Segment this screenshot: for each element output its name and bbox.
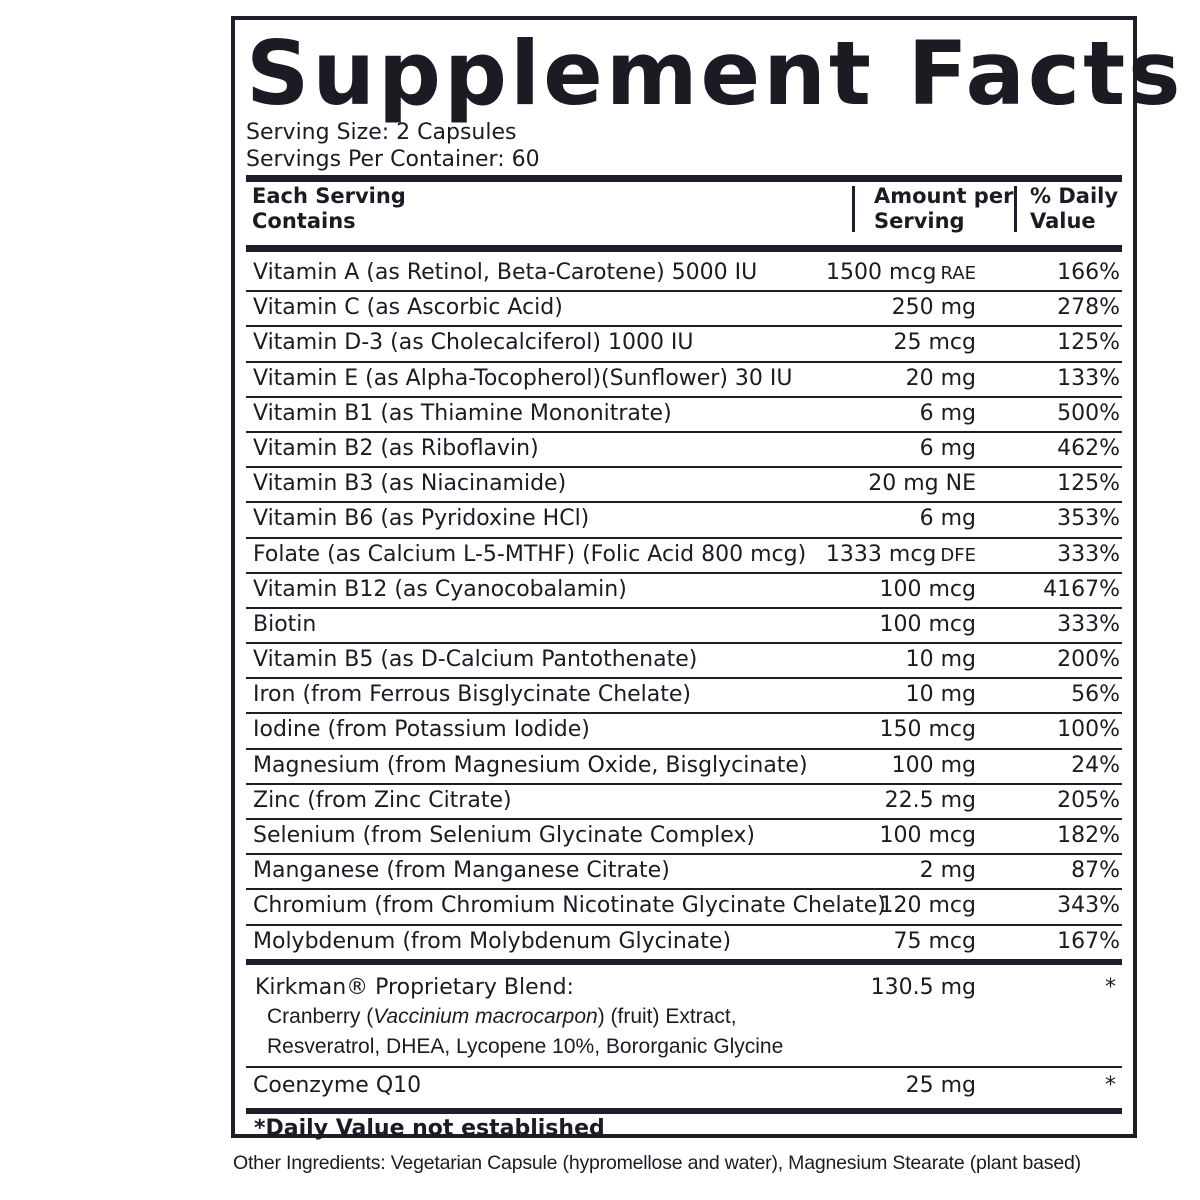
blend-name: Kirkman® Proprietary Blend:: [255, 975, 574, 1000]
header-col1-line2: Contains: [252, 209, 356, 233]
nutrient-dv: 56%: [1071, 682, 1120, 708]
amount-unit: DFE: [940, 544, 976, 566]
coq10-dv: *: [1105, 1073, 1116, 1098]
supplement-facts-panel: [231, 16, 1184, 1141]
nutrient-dv: 4167%: [1043, 576, 1120, 602]
amount-value: 20 mg: [905, 365, 976, 391]
nutrient-name: Vitamin B1 (as Thiamine Mononitrate): [253, 400, 672, 426]
nutrient-amount: [906, 366, 976, 391]
table-row: [246, 820, 1122, 855]
thick-divider-bottom: [246, 1108, 1122, 1114]
amount-unit: RAE: [940, 263, 976, 284]
nutrient-amount: [826, 260, 976, 285]
nutrient-amount: [906, 682, 976, 707]
header-col2-line2: Serving: [874, 209, 965, 233]
amount-value: 120 mcg: [879, 893, 976, 919]
nutrient-amount: [920, 858, 976, 883]
table-row: [246, 292, 1122, 327]
table-row: [246, 644, 1122, 679]
nutrient-dv: 278%: [1057, 295, 1120, 321]
table-row: [246, 327, 1122, 362]
other-ingredients: Other Ingredients: Vegetarian Capsule (hypromellose and water), Magnesium Stearate (plant based): [233, 1152, 1081, 1174]
header-amount-per-serving: [874, 184, 1013, 234]
blend-line1-a: Cranberry (: [267, 1005, 374, 1028]
nutrient-amount: [920, 401, 976, 426]
amount-value: 250 mg: [891, 295, 976, 321]
nutrient-name: Vitamin C (as Ascorbic Acid): [253, 295, 563, 321]
header-col2-line1: Amount per: [874, 184, 1014, 208]
header-each-serving: [252, 184, 406, 234]
coq10-name: Coenzyme Q10: [253, 1073, 422, 1098]
amount-value: 1500 mcg: [826, 260, 937, 285]
amount-value: 100 mcg: [879, 611, 976, 637]
nutrient-amount: [892, 753, 976, 778]
amount-value: 25 mcg: [893, 330, 976, 356]
nutrient-name: Molybdenum (from Molybdenum Glycinate): [253, 928, 732, 954]
nutrient-amount: [892, 295, 976, 320]
nutrient-name: Zinc (from Zinc Citrate): [253, 787, 512, 813]
nutrient-amount: [868, 471, 976, 496]
nutrient-amount: [885, 788, 976, 813]
amount-value: 75 mcg: [893, 928, 976, 954]
amount-value: 20 mg NE: [868, 471, 976, 497]
nutrient-name: Vitamin B2 (as Riboflavin): [253, 435, 539, 461]
table-row: [246, 574, 1122, 609]
nutrient-amount: [880, 893, 976, 918]
servings-per-container: Servings Per Container: 60: [246, 147, 540, 172]
nutrient-dv: 343%: [1057, 893, 1120, 919]
nutrient-name: Folate (as Calcium L-5-MTHF) (Folic Acid 800 mcg): [253, 541, 807, 567]
nutrient-dv: 200%: [1057, 647, 1120, 673]
table-row: [246, 363, 1122, 398]
nutrient-dv: 333%: [1057, 611, 1120, 637]
amount-value: 100 mg: [891, 752, 976, 778]
nutrient-dv: 167%: [1057, 928, 1120, 954]
nutrient-dv: 500%: [1057, 400, 1120, 426]
nutrient-name: Vitamin B5 (as D-Calcium Pantothenate): [253, 647, 698, 673]
nutrient-amount: [880, 612, 976, 637]
table-row: [246, 433, 1122, 468]
table-row: [246, 679, 1122, 714]
nutrient-amount: [894, 929, 976, 954]
table-row: [246, 503, 1122, 538]
table-row: [246, 714, 1122, 749]
header-separator-1: [852, 186, 855, 232]
table-row: [246, 257, 1122, 292]
table-row: [246, 890, 1122, 925]
amount-value: 10 mg: [905, 682, 976, 708]
amount-value: 2 mg: [919, 858, 976, 884]
nutrient-name: Magnesium (from Magnesium Oxide, Bisglycinate): [253, 752, 808, 778]
daily-value-note: *Daily Value not established: [254, 1116, 605, 1141]
thick-divider-top: [246, 175, 1122, 182]
blend-line1-italic: Vaccinium macrocarpon: [373, 1005, 598, 1028]
nutrient-name: Iron (from Ferrous Bisglycinate Chelate): [253, 682, 692, 708]
nutrient-dv: 125%: [1057, 471, 1120, 497]
coq10-amount: 25 mg: [905, 1073, 976, 1098]
nutrient-amount: [894, 330, 976, 355]
nutrient-amount: [880, 717, 976, 742]
nutrient-dv: 100%: [1057, 717, 1120, 743]
nutrient-name: Vitamin A (as Retinol, Beta-Carotene) 5000 IU: [253, 260, 758, 285]
amount-value: 10 mg: [905, 647, 976, 673]
amount-value: 1333 mcg: [825, 541, 937, 567]
nutrient-name: Vitamin B12 (as Cyanocobalamin): [253, 576, 627, 602]
blend-amount: 130.5 mg: [870, 975, 976, 1000]
amount-value: 100 mcg: [879, 576, 976, 602]
nutrient-name: Vitamin D-3 (as Cholecalciferol) 1000 IU: [253, 330, 694, 356]
header-col3-line2: Value: [1030, 209, 1096, 233]
nutrient-dv: 353%: [1057, 506, 1120, 532]
table-row: [246, 855, 1122, 890]
proprietary-blend: [246, 965, 1122, 1068]
nutrient-amount: [880, 823, 976, 848]
nutrient-dv: 87%: [1071, 858, 1120, 884]
table-row: [246, 398, 1122, 433]
nutrient-amount: [880, 577, 976, 602]
nutrient-dv: 182%: [1057, 823, 1120, 848]
table-row: [246, 609, 1122, 644]
header-col3-line1: % Daily: [1030, 184, 1119, 208]
nutrient-table: [246, 257, 1122, 961]
nutrient-dv: 24%: [1071, 752, 1120, 778]
column-header: [252, 182, 1122, 238]
thick-divider-header: [246, 245, 1122, 252]
amount-value: 6 mg: [919, 506, 976, 532]
nutrient-name: Chromium (from Chromium Nicotinate Glycinate Chelate): [253, 893, 886, 919]
nutrient-dv: 205%: [1057, 787, 1120, 813]
amount-value: 6 mg: [919, 435, 976, 461]
table-row: [246, 468, 1122, 503]
nutrient-dv: 462%: [1057, 435, 1120, 461]
amount-value: 150 mcg: [879, 717, 976, 743]
header-col1-line1: Each Serving: [252, 184, 406, 208]
table-row: [246, 750, 1122, 785]
table-row: [246, 926, 1122, 961]
table-row: [246, 539, 1122, 574]
nutrient-dv: 133%: [1057, 365, 1120, 391]
blend-ingredients-line2: Resveratrol, DHEA, Lycopene 10%, Bororganic Glycine: [267, 1035, 784, 1058]
coq10-row: [246, 1070, 1122, 1106]
blend-ingredients-line1: [267, 1005, 737, 1029]
nutrient-name: Iodine (from Potassium Iodide): [253, 717, 590, 743]
nutrient-name: Vitamin E (as Alpha-Tocopherol)(Sunflower) 30 IU: [253, 365, 793, 391]
amount-value: 22.5 mg: [884, 787, 976, 813]
nutrient-name: Selenium (from Selenium Glycinate Complex): [253, 823, 755, 848]
nutrient-name: Biotin: [253, 611, 317, 637]
nutrient-amount: [920, 436, 976, 461]
nutrient-amount: [920, 506, 976, 531]
table-row: [246, 785, 1122, 820]
nutrient-dv: 166%: [1057, 260, 1120, 285]
nutrient-amount: [826, 542, 976, 567]
nutrient-name: Vitamin B3 (as Niacinamide): [253, 471, 567, 497]
panel-title: Supplement Facts: [246, 22, 1184, 125]
amount-value: 100 mcg: [879, 823, 976, 848]
nutrient-amount: [906, 647, 976, 672]
amount-value: 6 mg: [919, 400, 976, 426]
nutrient-name: Manganese (from Manganese Citrate): [253, 858, 670, 884]
nutrient-name: Vitamin B6 (as Pyridoxine HCl): [253, 506, 590, 532]
blend-dv: *: [1105, 975, 1116, 1000]
header-separator-2: [1014, 186, 1017, 232]
serving-size: Serving Size: 2 Capsules: [246, 120, 517, 145]
nutrient-dv: 333%: [1057, 541, 1120, 567]
nutrient-dv: 125%: [1057, 330, 1120, 356]
blend-line1-b: ) (fruit) Extract,: [597, 1005, 737, 1028]
header-daily-value: [1030, 184, 1118, 234]
